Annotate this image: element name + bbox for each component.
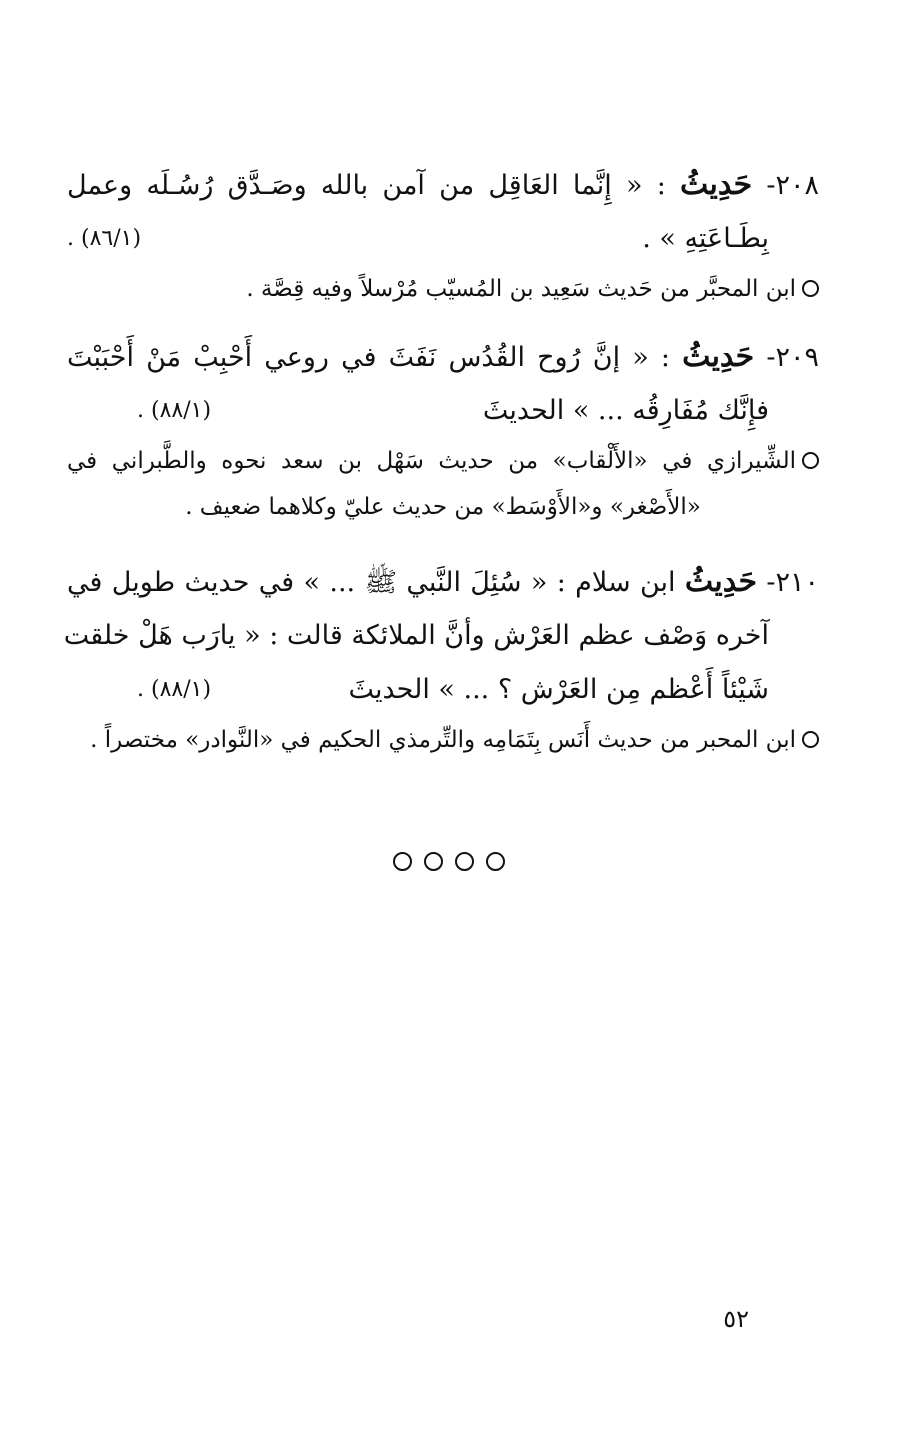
hadith-keyword: حَدِيثُ xyxy=(680,167,753,202)
source-text: الشِّيرازي في «الأَلْقاب» من حديث سَهْل بن سعد نحوه والطَّبراني في xyxy=(67,448,796,474)
circle-ornament-icon xyxy=(486,852,505,871)
source-note-continued xyxy=(67,484,819,530)
circle-ornament-icon xyxy=(424,852,443,871)
section-separator xyxy=(0,852,897,875)
entry-line xyxy=(67,330,819,384)
entry-line xyxy=(67,212,819,266)
entry-text: فإِنَّك مُفَارِقُه ... » الحديثَ xyxy=(482,395,769,426)
entry-number: ٢١٠- xyxy=(766,567,819,598)
circle-bullet-icon xyxy=(802,731,819,748)
entry-text: ابن سلام : « سُئِلَ النَّبي ﷺ ... » في حديث طويل في xyxy=(67,567,676,598)
source-note xyxy=(67,717,819,763)
circle-bullet-icon xyxy=(802,452,819,469)
source-text: ابن المحبَّر من حَديث سَعِيد بن المُسيّب مُرْسلاً وفيه قِصَّة . xyxy=(246,276,796,302)
hadith-keyword: حَدِيثُ xyxy=(684,564,757,599)
hadith-entry-209 xyxy=(67,330,819,530)
source-note xyxy=(67,266,819,312)
entry-line xyxy=(67,384,819,438)
entry-line xyxy=(63,609,819,663)
entry-text: : « إِنَّما العَاقِل من آمن بالله وصَـدَّق رُسُـلَه وعمل xyxy=(67,170,666,201)
entry-text: شَيْئاً أَعْظم مِن العَرْش ؟ ... » الحديثَ xyxy=(348,674,769,705)
hadith-keyword: حَدِيثُ xyxy=(682,339,755,374)
circle-ornament-icon xyxy=(455,852,474,871)
volume-page-reference: (٨٨/١) . xyxy=(137,398,212,423)
entry-text: : « إنَّ رُوح القُدُس نَفَثَ في روعي أَحْبِبْ مَنْ أَحْبَبْتَ xyxy=(67,342,670,373)
entry-number: ٢٠٩- xyxy=(766,342,819,373)
entry-text: آخره وَصْف عظم العَرْش وأنَّ الملائكة قالت : « يارَب هَلْ خلقت xyxy=(63,620,769,651)
entry-line xyxy=(67,555,819,609)
source-text: «الأَصْغر» و«الأَوْسَط» من حديث عليّ وكلاهما ضعيف . xyxy=(185,494,701,520)
hadith-entry-210 xyxy=(63,555,819,763)
source-text: ابن المحبر من حديث أَنَس بِتَمَامِه والتِّرمذي الحكيم في «النَّوادر» مختصراً . xyxy=(90,727,796,753)
entry-text: بِطَـاعَتِهِ » . xyxy=(642,223,769,254)
entry-number: ٢٠٨- xyxy=(766,170,819,201)
volume-page-reference: (٨٦/١) . xyxy=(67,226,142,251)
circle-bullet-icon xyxy=(802,280,819,297)
source-note xyxy=(67,438,819,484)
hadith-entry-208 xyxy=(67,158,819,312)
entry-line xyxy=(67,663,819,717)
volume-page-reference: (٨٨/١) . xyxy=(137,677,212,702)
page-number: ٥٢ xyxy=(723,1305,749,1333)
circle-ornament-icon xyxy=(393,852,412,871)
entry-line xyxy=(67,158,819,212)
